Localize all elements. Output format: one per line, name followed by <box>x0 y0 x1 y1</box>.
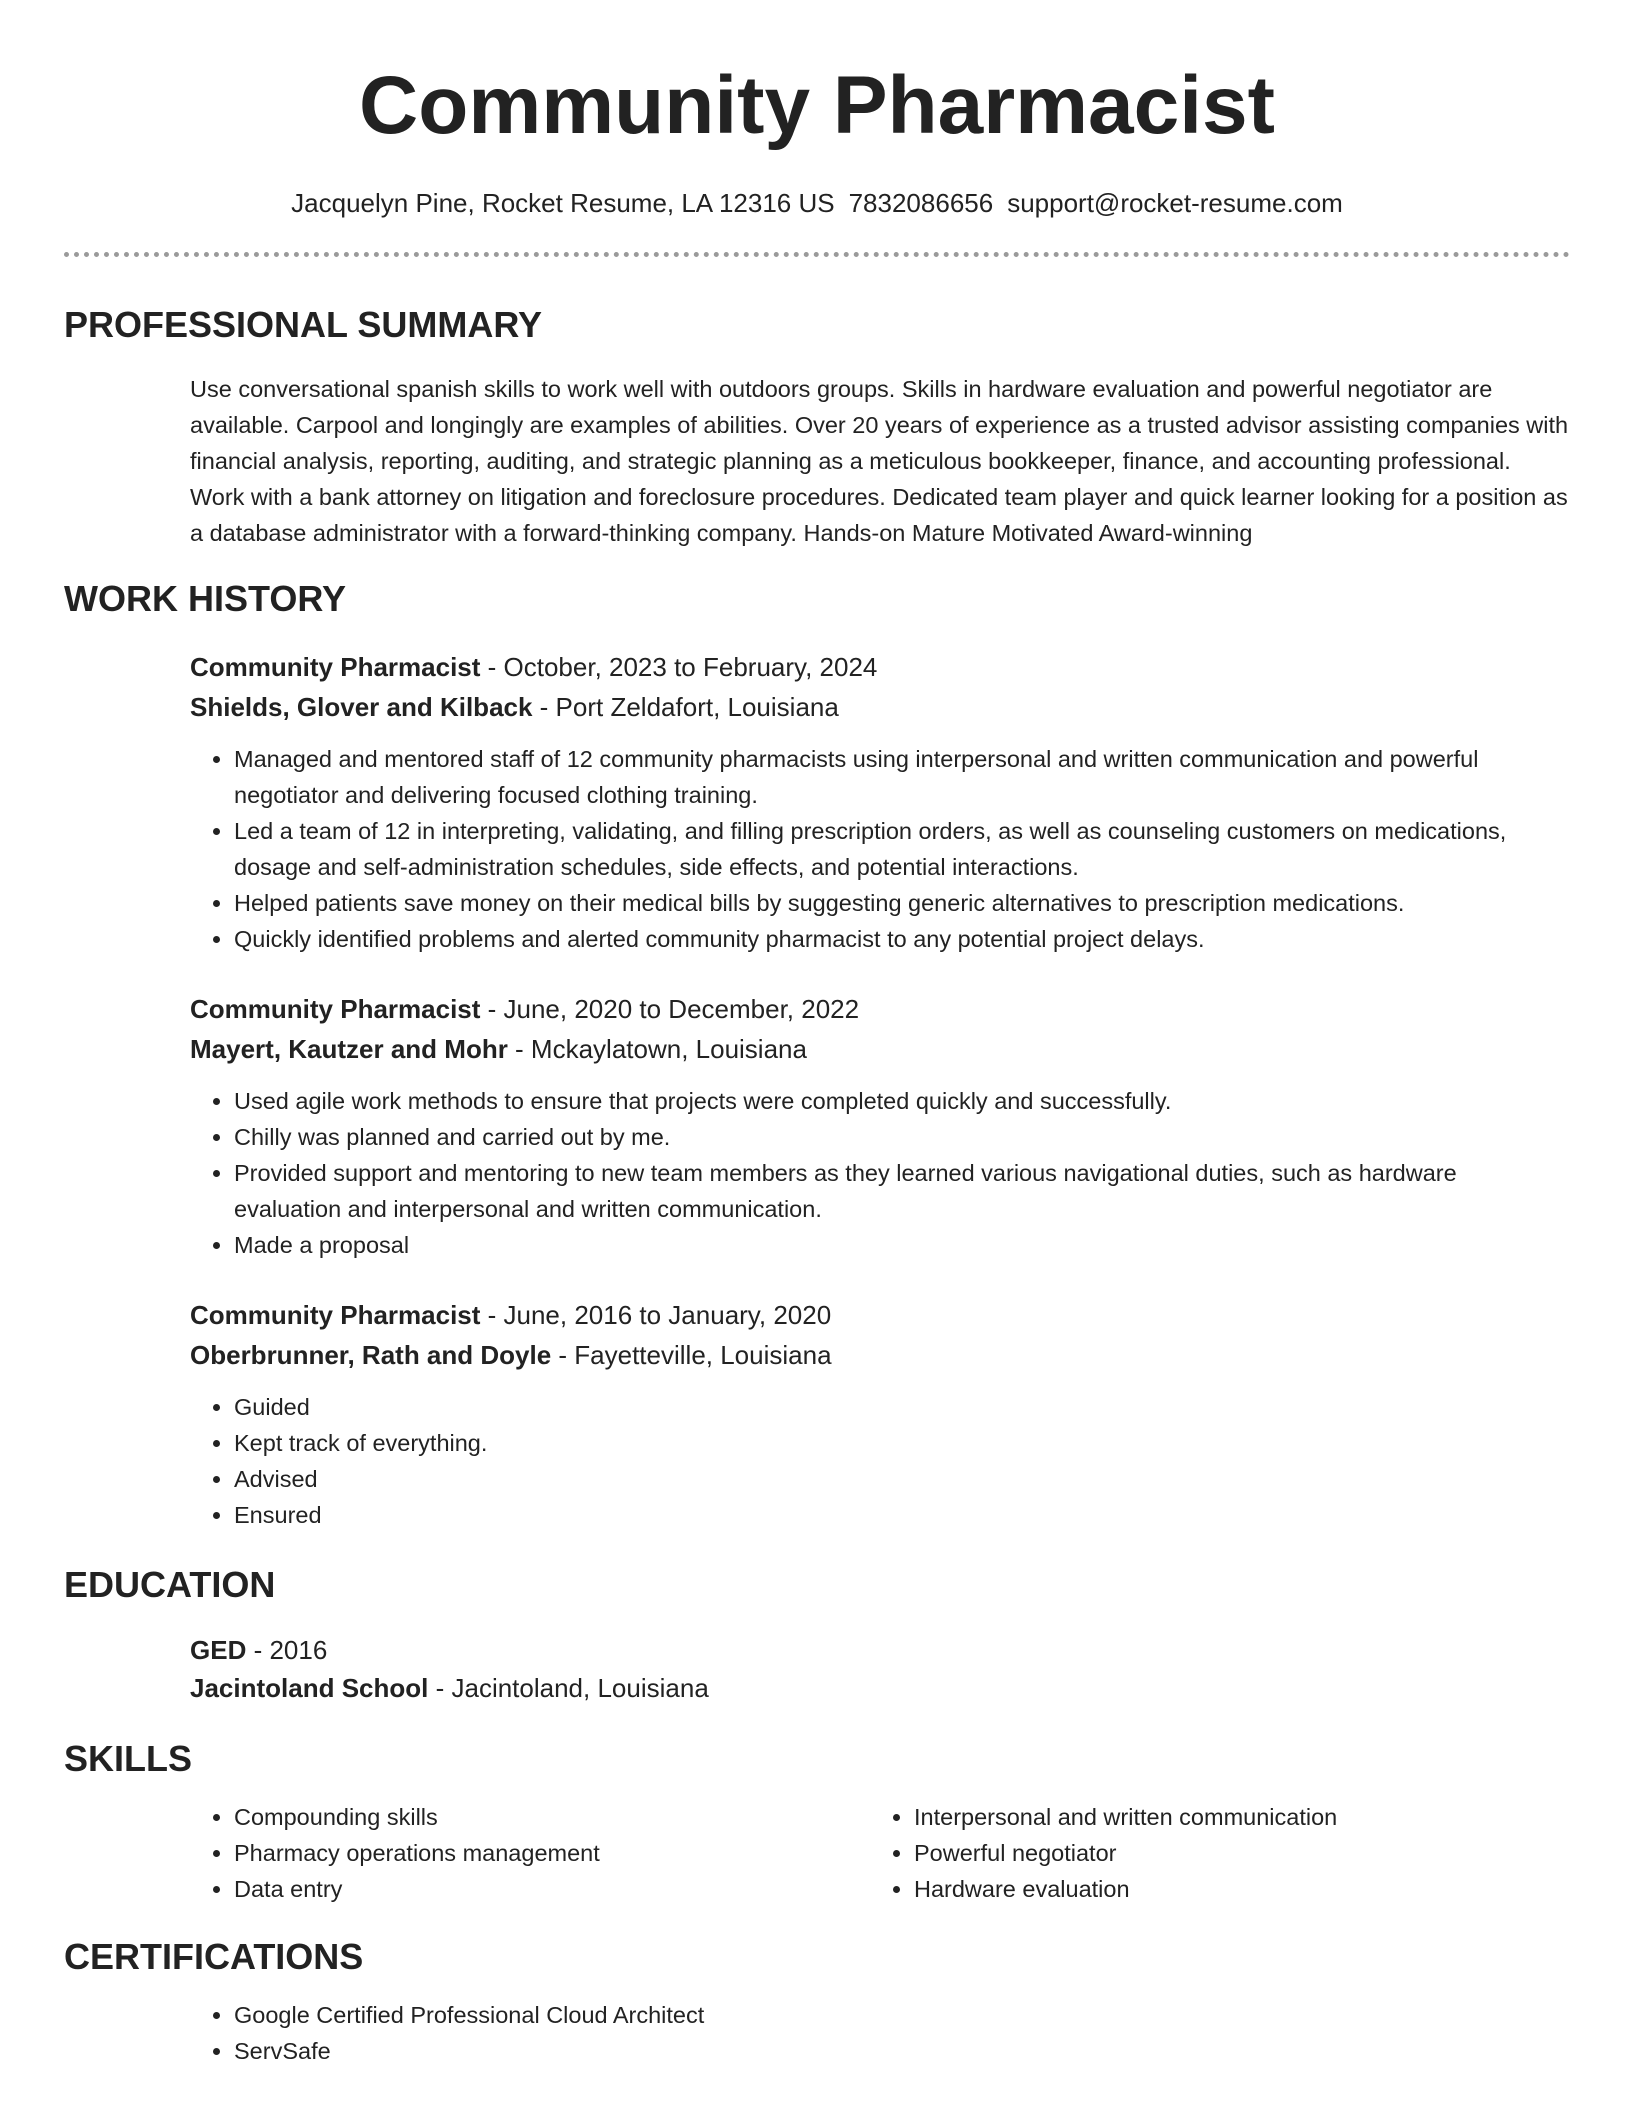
summary-heading: PROFESSIONAL SUMMARY <box>64 304 543 345</box>
job-dates: - October, 2023 to February, 2024 <box>480 652 878 682</box>
job-company: Oberbrunner, Rath and Doyle <box>190 1340 552 1370</box>
certifications-list <box>190 1997 1570 2069</box>
job-bullets <box>190 1389 1570 1533</box>
education-school-line <box>190 1669 1570 1707</box>
job-title: Community Pharmacist <box>190 1300 481 1330</box>
job-bullets <box>190 741 1570 957</box>
list-item: • Compounding skills <box>234 1799 870 1835</box>
contact-line <box>64 186 1570 220</box>
skills-list-left <box>190 1799 870 1907</box>
skills-list-right <box>870 1799 1570 1907</box>
list-item: • Pharmacy operations management <box>234 1835 870 1871</box>
job-dates: - June, 2020 to December, 2022 <box>480 994 860 1024</box>
list-item: • Data entry <box>234 1871 870 1907</box>
education-year: - 2016 <box>246 1635 328 1665</box>
job-title-line <box>190 989 1570 1029</box>
skills-grid <box>190 1799 1570 1907</box>
header-divider <box>64 252 1570 257</box>
list-item: • Provided support and mentoring to new team members as they learned various navigational duties, such as hardware evaluation and interpersonal and written communication. <box>234 1155 1570 1227</box>
list-item: • Advised <box>234 1461 1570 1497</box>
summary-text: Use conversational spanish skills to work well with outdoors groups. Skills in hardware evaluation and powerful negotiator are available. Carpool and longingly are examples of abilities. Over 20 years of experience as a trusted advisor assisting companies with financial analysis, reporting, auditing, and strategic planning as a meticulous bookkeeper, finance, and accounting professional. Work with a bank attorney on litigation and foreclosure procedures. Dedicated team player and quick learner looking for a position as a database administrator with a forward-thinking company. Hands-on Mature Motivated Award-winning <box>190 376 1569 546</box>
contact-address: Jacquelyn Pine, Rocket Resume, LA 12316 US <box>291 188 835 218</box>
job-company-line <box>190 1335 1570 1375</box>
list-item: • Used agile work methods to ensure that projects were completed quickly and successfully. <box>234 1083 1570 1119</box>
list-item: • Hardware evaluation <box>914 1871 1570 1907</box>
job-entry <box>190 1295 1570 1533</box>
skills-heading: SKILLS <box>64 1738 193 1779</box>
contact-phone: 7832086656 <box>848 188 994 218</box>
education-heading: EDUCATION <box>64 1564 276 1605</box>
certifications-heading: CERTIFICATIONS <box>64 1936 364 1977</box>
job-company: Mayert, Kautzer and Mohr <box>190 1034 508 1064</box>
education-location: - Jacintoland, Louisiana <box>428 1673 709 1703</box>
contact-email: support@rocket-resume.com <box>1007 188 1343 218</box>
job-title: Community Pharmacist <box>190 652 481 682</box>
job-company-line <box>190 687 1570 727</box>
job-dates: - June, 2016 to January, 2020 <box>480 1300 832 1330</box>
job-company: Shields, Glover and Kilback <box>190 692 533 722</box>
job-entry <box>190 989 1570 1263</box>
work-history-heading: WORK HISTORY <box>64 578 347 619</box>
education-degree-line <box>190 1631 1570 1669</box>
job-location: - Fayetteville, Louisiana <box>551 1340 832 1370</box>
list-item: • Kept track of everything. <box>234 1425 1570 1461</box>
list-item: • Helped patients save money on their medical bills by suggesting generic alternatives to prescription medications. <box>234 885 1570 921</box>
list-item: • Powerful negotiator <box>914 1835 1570 1871</box>
list-item: • Google Certified Professional Cloud Architect <box>234 1997 1570 2033</box>
list-item: • Guided <box>234 1389 1570 1425</box>
certifications-bullets <box>190 1997 1570 2069</box>
list-item: • ServSafe <box>234 2033 1570 2069</box>
page-title: Community Pharmacist <box>359 60 1275 151</box>
education-school: Jacintoland School <box>190 1673 429 1703</box>
list-item: • Interpersonal and written communication <box>914 1799 1570 1835</box>
education-degree: GED <box>190 1635 247 1665</box>
job-entry <box>190 647 1570 957</box>
list-item: • Quickly identified problems and alerted community pharmacist to any potential project delays. <box>234 921 1570 957</box>
job-title: Community Pharmacist <box>190 994 481 1024</box>
list-item: • Managed and mentored staff of 12 community pharmacists using interpersonal and written communication and powerful negotiator and delivering focused clothing training. <box>234 741 1570 813</box>
job-title-line <box>190 1295 1570 1335</box>
list-item: • Made a proposal <box>234 1227 1570 1263</box>
list-item: • Chilly was planned and carried out by me. <box>234 1119 1570 1155</box>
job-bullets <box>190 1083 1570 1263</box>
list-item: • Led a team of 12 in interpreting, validating, and filling prescription orders, as well as counseling customers on medications, dosage and self-administration schedules, side effects, and potential interactions. <box>234 813 1570 885</box>
resume-page <box>64 0 1570 2069</box>
list-item: • Ensured <box>234 1497 1570 1533</box>
job-title-line <box>190 647 1570 687</box>
education-entry <box>190 1631 1570 1707</box>
job-location: - Mckaylatown, Louisiana <box>507 1034 807 1064</box>
job-location: - Port Zeldafort, Louisiana <box>532 692 839 722</box>
job-company-line <box>190 1029 1570 1069</box>
